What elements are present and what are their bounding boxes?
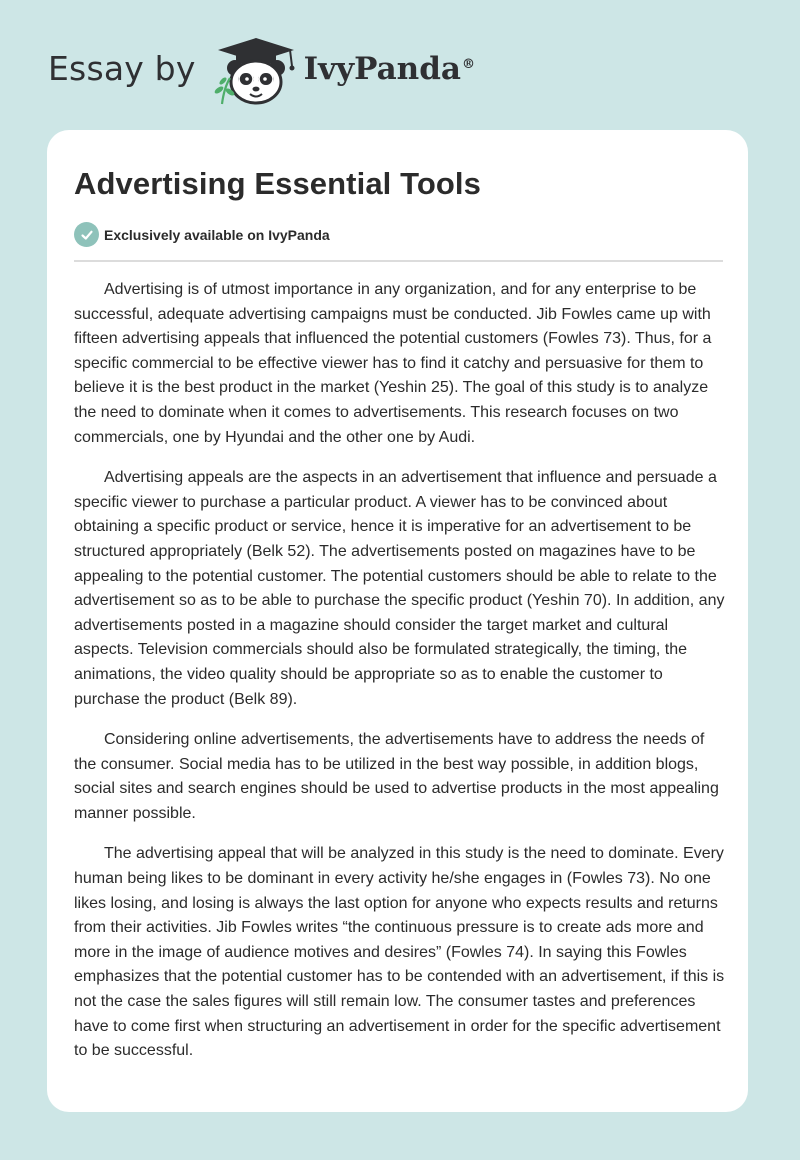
essay-body [74, 278, 726, 1080]
paragraph: Advertising is of utmost importance in any organization, and for any enterprise to be successful, adequate advertising campaigns must be conducted. Jib Fowles came up with fifteen advertising appeals that influenced the potential customers (Fowles 73). Thus, for a specific commercial to be effective viewer has to find it catchy and persuasive for them to believe it is the best product in the market (Yeshin 25). The goal of this study is to analyze the need to dominate when it comes to advertisements. This research focuses on two commercials, one by Hyundai and the other one by Audi. [74, 281, 712, 446]
paragraph: Considering online advertisements, the advertisements have to address the needs of the consumer. Social media has to be utilized in the best way possible, in addition blogs, social sites and search engines should be used to advertise products in the most appealing manner possible. [74, 731, 719, 822]
essay-card [47, 130, 748, 1112]
paragraph: The advertising appeal that will be analyzed in this study is the need to dominate. Every human being likes to be dominant in every activity he/she engages in (Fowles 73). No one likes losing, and losing is always the last option for anyone who expects results and returns from their activities. Jib Fowles writes “the continuous pressure is to create ads more and more in the image of audience motives and desires” (Fowles 74). In saying this Fowles emphasizes that the potential customer has to be contended with an advertisement, if this is not the case the sales figures will still remain low. The consumer tastes and preferences have to come first when structuring an advertisement in order for the specific advertisement to be successful. [74, 845, 725, 1060]
check-icon [74, 222, 99, 247]
exclusive-badge [74, 222, 330, 247]
paragraph: Advertising appeals are the aspects in an advertisement that influence and persuade a specific viewer to purchase a particular product. A viewer has to be convinced about obtaining a specific product or service, hence it is imperative for an advertisement to be structured appropriately (Belk 52). The advertisements posted on magazines have to be appealing to the potential customer. The potential customers should be able to relate to the advertisement so as to be able to purchase the specific product (Yeshin 70). In addition, any advertisements posted in a magazine should consider the target market and cultural aspects. Television commercials should also be formulated strategically, the timing, the animations, the video quality should be appropriate so as to enable the customer to purchase the product (Belk 89). [74, 469, 725, 708]
panda-logo-icon [210, 34, 302, 106]
essay-title: Advertising Essential Tools [74, 166, 481, 201]
brand-prefix: Essay by [48, 48, 196, 88]
badge-text: Exclusively available on IvyPanda [104, 226, 330, 243]
site-brand[interactable] [48, 34, 475, 106]
divider [74, 260, 723, 262]
brand-name: IvyPanda® [303, 51, 475, 87]
